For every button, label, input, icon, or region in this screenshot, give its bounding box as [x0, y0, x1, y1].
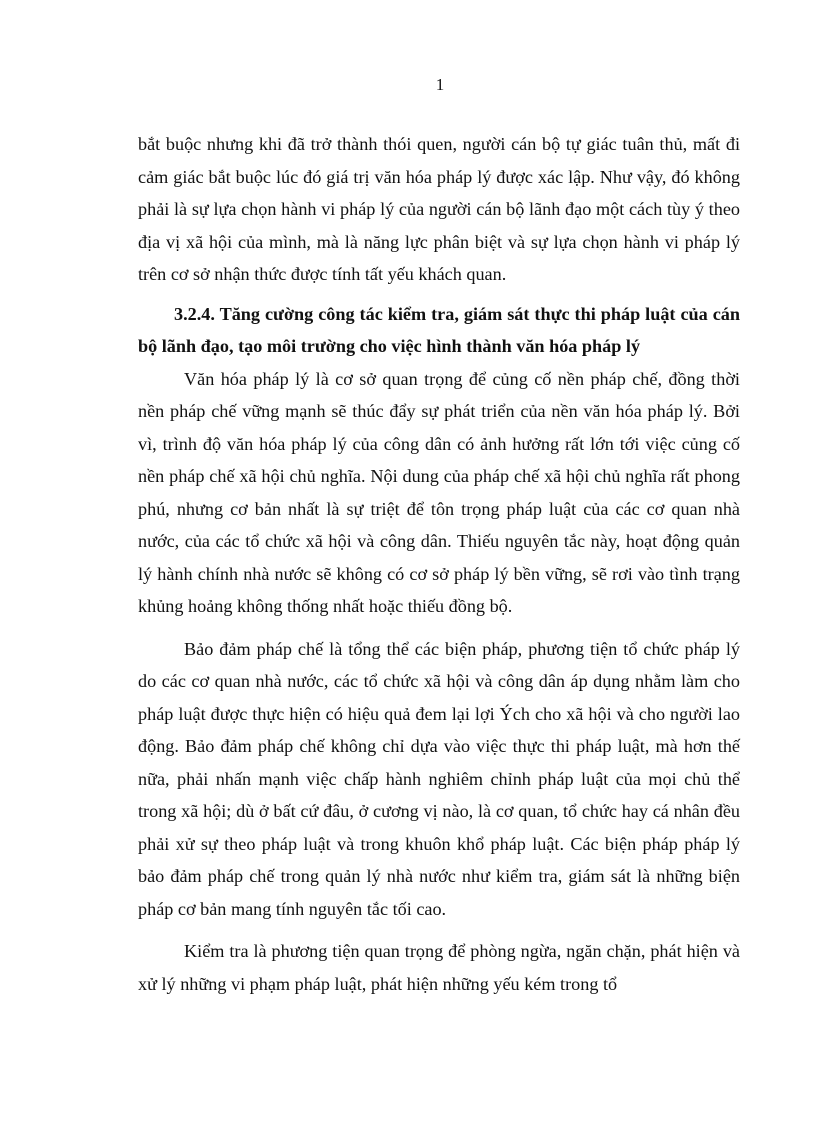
section-heading: 3.2.4. Tăng cường công tác kiểm tra, giám sát thực thi pháp luật của cán bộ lãnh đạo, tạo môi trường cho việc hình thành văn hóa pháp lý [138, 303, 740, 356]
page-number: 1 [435, 75, 445, 94]
paragraph-inspection: Kiểm tra là phương tiện quan trọng để phòng ngừa, ngăn chặn, phát hiện và xử lý những vi phạm pháp luật, phát hiện những yếu kém trong tổ [138, 941, 740, 994]
paragraph-legality-assurance: Bảo đảm pháp chế là tổng thể các biện pháp, phương tiện tổ chức pháp lý do các cơ quan nhà nước, các tổ chức xã hội và công dân áp dụng nhằm làm cho pháp luật được thực hiện có hiệu quả đem lại lợi Ých cho xã hội và cho người lao động. Bảo đảm pháp chế không chỉ dựa vào việc thực thi pháp luật, mà hơn thế nữa, phải nhấn mạnh việc chấp hành nghiêm chỉnh pháp luật của mọi chủ thể trong xã hội; dù ở bất cứ đâu, ở cương vị nào, là cơ quan, tổ chức hay cá nhân đều phải xử sự theo pháp luật và trong khuôn khổ pháp luật. Các biện pháp pháp lý bảo đảm pháp chế trong quản lý nhà nước như kiểm tra, giám sát là những biện pháp cơ bản mang tính nguyên tắc tối cao. [138, 638, 740, 919]
paragraph-continuation: bắt buộc nhưng khi đã trở thành thói quen, người cán bộ tự giác tuân thủ, mất đi cảm giác bắt buộc lúc đó giá trị văn hóa pháp lý được xác lập. Như vậy, đó không phải là sự lựa chọn hành vi pháp lý của người cán bộ lãnh đạo một cách tùy ý theo địa vị xã hội của mình, mà là năng lực phân biệt và sự lựa chọn hành vi pháp lý trên cơ sở nhận thức được tính tất yếu khách quan. [138, 134, 740, 284]
paragraph-legal-culture: Văn hóa pháp lý là cơ sở quan trọng để củng cố nền pháp chế, đồng thời nền pháp chế vững mạnh sẽ thúc đẩy sự phát triển của nền văn hóa pháp lý. Bởi vì, trình độ văn hóa pháp lý của công dân có ảnh hưởng rất lớn tới việc củng cố nền pháp chế xã hội chủ nghĩa. Nội dung của pháp chế xã hội chủ nghĩa rất phong phú, nhưng cơ bản nhất là sự triệt để tôn trọng pháp luật của các cơ quan nhà nước, của các tổ chức xã hội và công dân. Thiếu nguyên tắc này, hoạt động quản lý hành chính nhà nước sẽ không có cơ sở pháp lý bền vững, sẽ rơi vào tình trạng khủng hoảng không thống nhất hoặc thiếu đồng bộ. [138, 368, 740, 616]
document-body [138, 128, 740, 1000]
